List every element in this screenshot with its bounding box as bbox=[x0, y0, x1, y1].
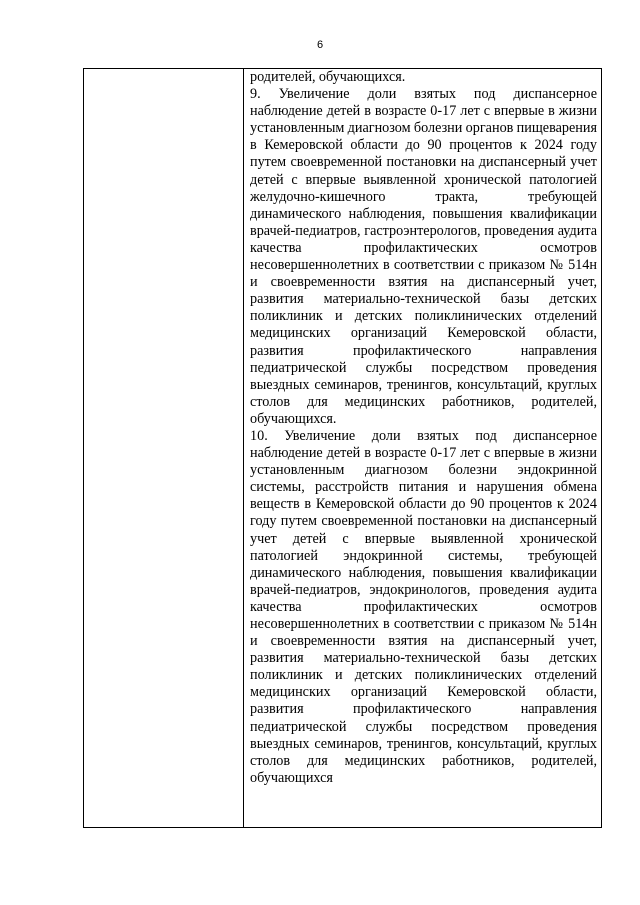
table-left-cell bbox=[84, 69, 244, 827]
table-right-cell bbox=[244, 69, 601, 827]
paragraph-item-10: 10. Увеличение доли взятых под диспансерное наблюдение детей в возрасте 0-17 лет с впервые в жизни установленным диагнозом болезни эндокринной системы, расстройств питания и нарушения обмена веществ в Кемеровской области до 90 процентов к 2024 году путем своевременной постановки на диспансерный учет детей с впервые выявленной хронической патологией эндокринной системы, требующей динамического наблюдения, повышения квалификации врачей-педиатров, эндокринологов, проведения аудита качества профилактических осмотров несовершеннолетних в соответствии с приказом № 514н и своевременности взятия на диспансерный учет, развития материально-технической базы детских поликлиник и детских поликлинических отделений медицинских организаций Кемеровской области, развития профилактического направления педиатрической службы посредством проведения выездных семинаров, тренингов, консультаций, круглых столов для медицинских работников, родителей, обучающихся bbox=[250, 427, 597, 786]
content-table bbox=[83, 68, 602, 828]
page-number: 6 bbox=[316, 39, 324, 51]
paragraph-continuation: родителей, обучающихся. bbox=[250, 69, 406, 85]
paragraph-item-9: 9. Увеличение доли взятых под диспансерное наблюдение детей в возрасте 0-17 лет с впервые в жизни установленным диагнозом болезни органов пищеварения в Кемеровской области до 90 процентов к 2024 году путем своевременной постановки на диспансерный учет детей с впервые выявленной хронической патологией желудочно-кишечного тракта, требующей динамического наблюдения, повышения квалификации врачей-педиатров, гастроэнтерологов, проведения аудита качества профилактических осмотров несовершеннолетних в соответствии с приказом № 514н и своевременности взятия на диспансерный учет, развития материально-технической базы детских поликлиник и детских поликлинических отделений медицинских организаций Кемеровской области, развития профилактического направления педиатрической службы посредством проведения выездных семинаров, тренингов, консультаций, круглых столов для медицинских работников, родителей, обучающихся. bbox=[250, 86, 597, 427]
